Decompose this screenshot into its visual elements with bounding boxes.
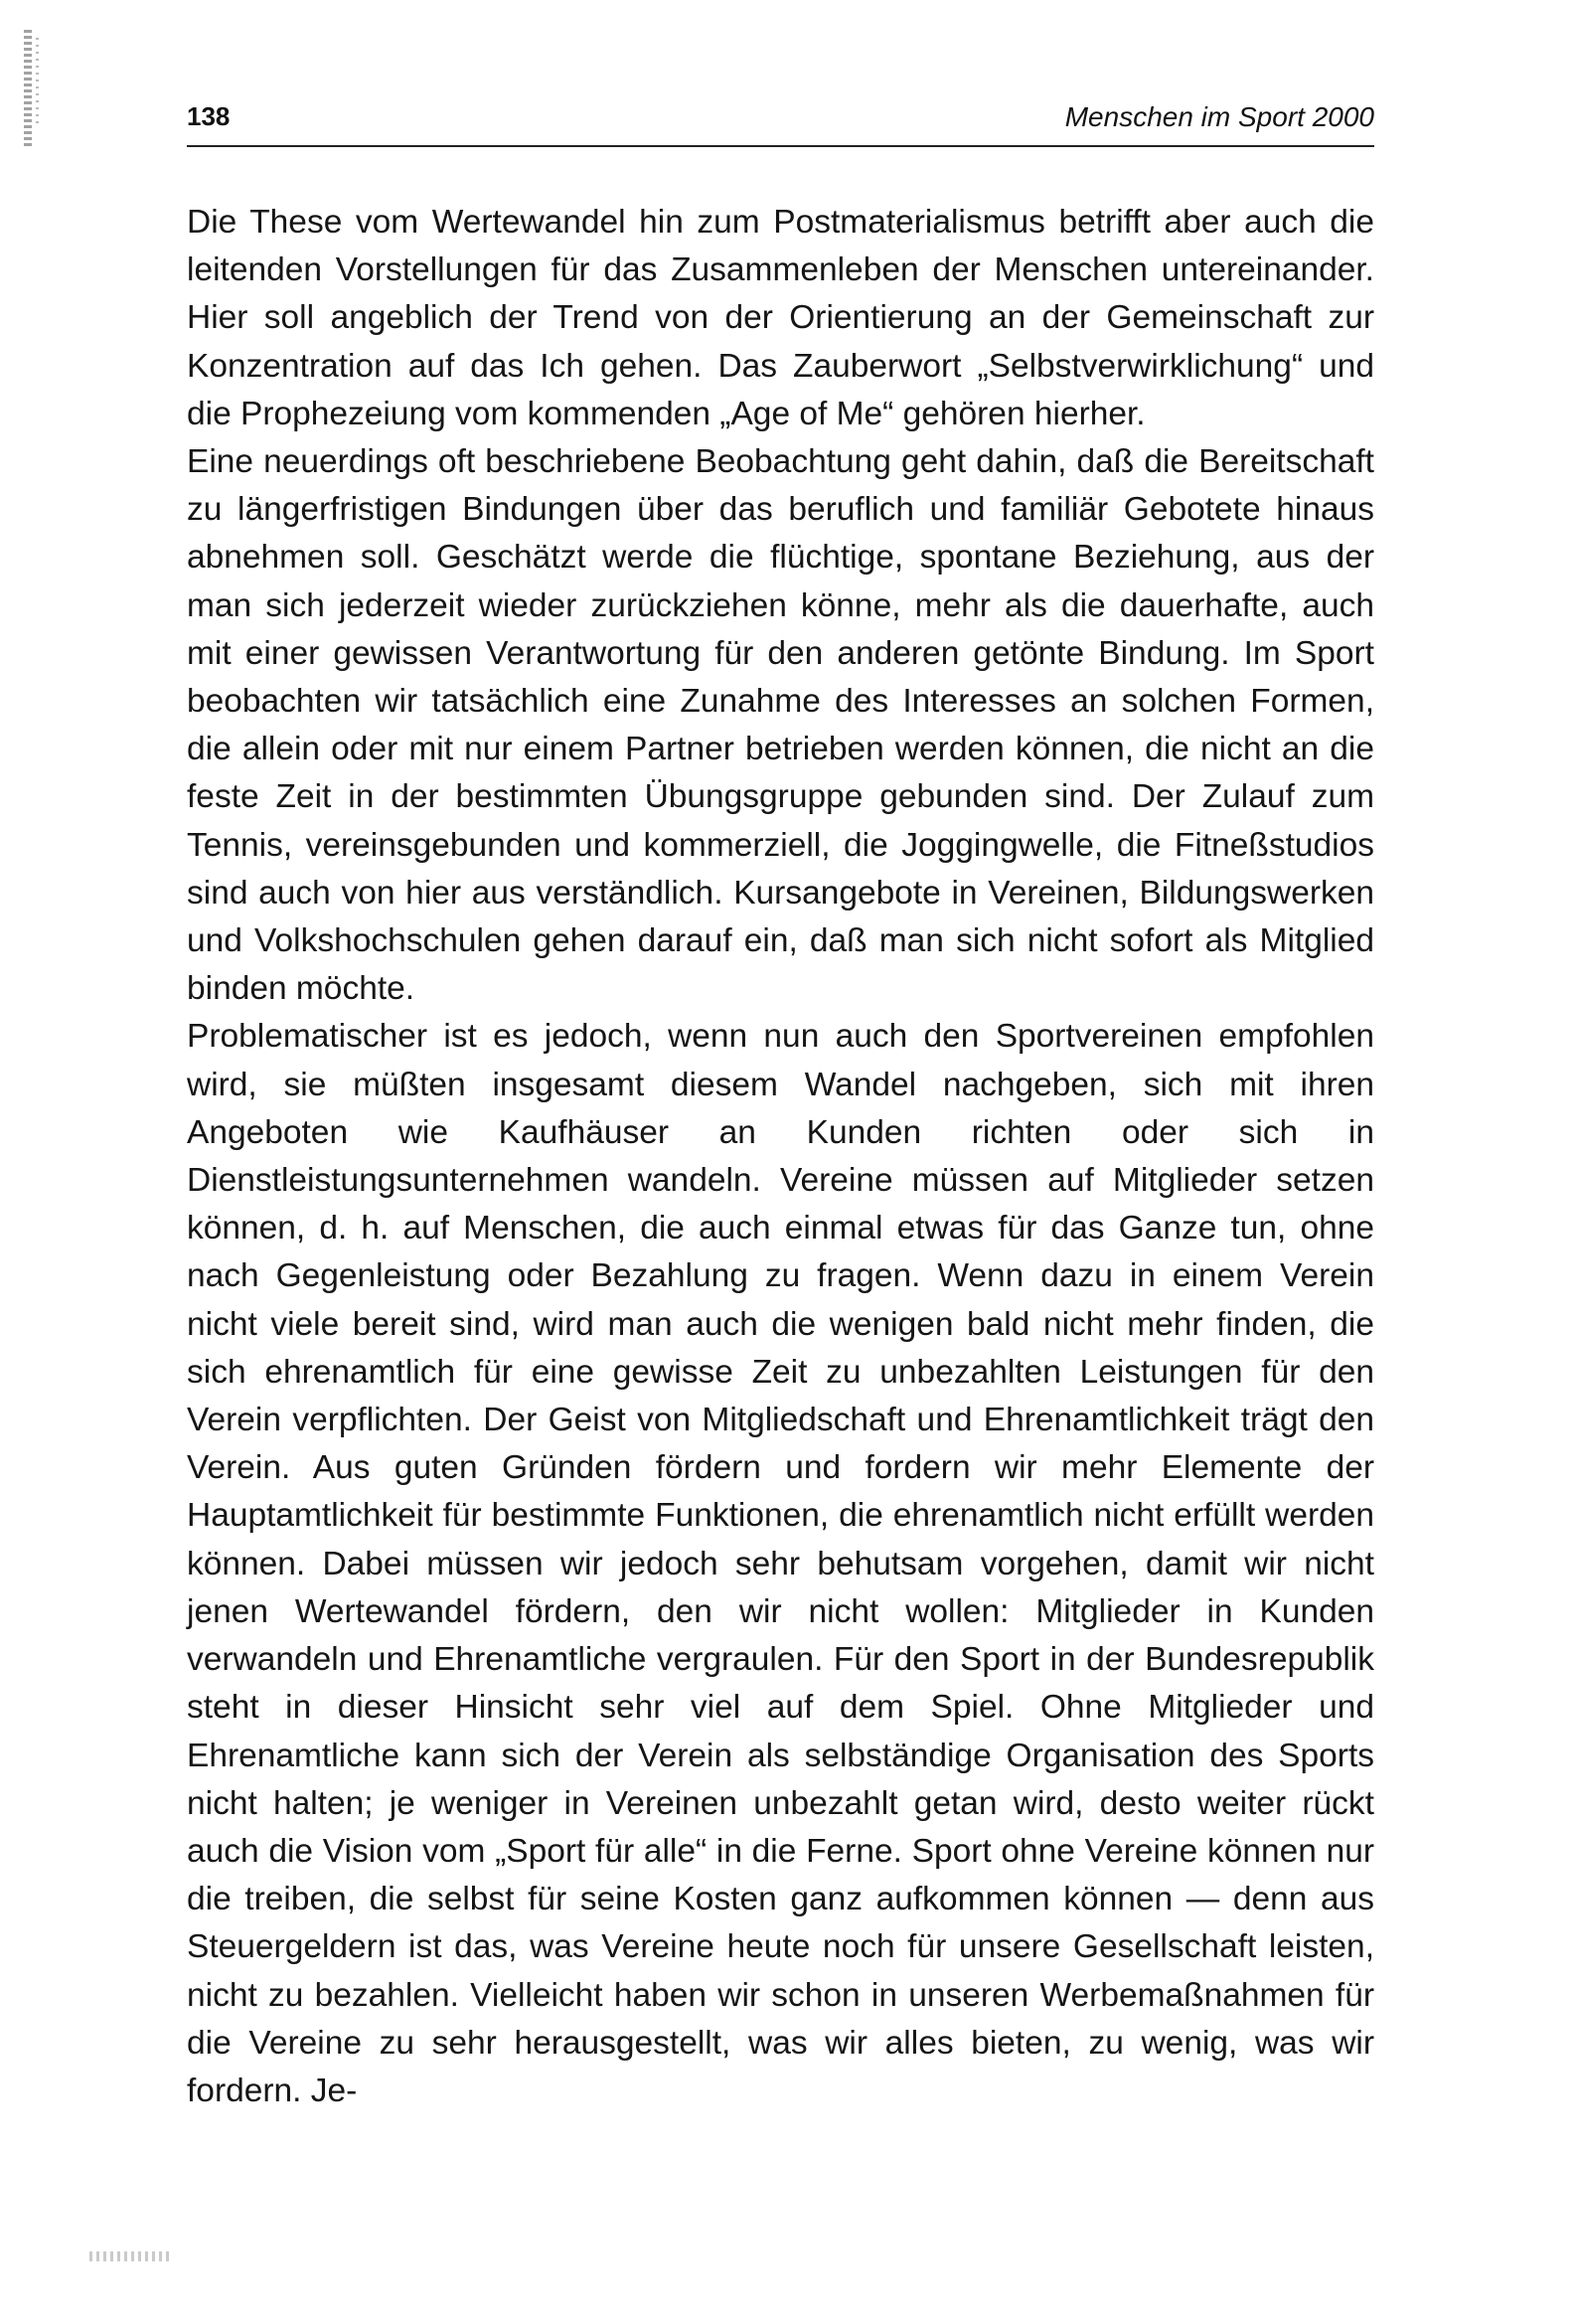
- scan-artifact: [24, 30, 32, 149]
- paragraph: Eine neuerdings oft beschriebene Beobachtung geht dahin, daß die Bereitschaft zu längerfristigen Bindungen über das beruflich und familiär Gebotete hinaus abnehmen soll. Geschätzt werde die flüchtige, spontane Beziehung, aus der man sich jederzeit wieder zurückziehen könne, mehr als die dauerhafte, auch mit einer gewissen Verantwortung für den anderen getönte Bindung. Im Sport beobachten wir tatsächlich eine Zunahme des Interesses an solchen Formen, die allein oder mit nur einem Partner betrieben werden können, die nicht an die feste Zeit in der bestimmten Übungsgruppe gebunden sind. Der Zulauf zum Tennis, vereinsgebunden und kommerziell, die Joggingwelle, die Fitneßstudios sind auch von hier aus verständlich. Kursangebote in Vereinen, Bildungswerken und Volkshochschulen gehen darauf ein, daß man sich nicht sofort als Mitglied binden möchte.: [187, 443, 1374, 1008]
- running-title: Menschen im Sport 2000: [1064, 101, 1374, 132]
- paragraph: Die These vom Wertewandel hin zum Postmaterialismus betrifft aber auch die leitenden Vorstellungen für das Zusammenleben der Menschen untereinander. Hier soll angeblich der Trend von der Orientierung an der Gemeinschaft zur Konzentration auf das Ich gehen. Das Zauberwort „Selbstverwirklichung“ und die Prophezeiung vom kommenden „Age of Me“ gehören hierher.: [187, 204, 1374, 432]
- page-header: [187, 95, 1374, 147]
- scan-artifact: [89, 2251, 169, 2261]
- body-text: [187, 199, 1374, 2115]
- paragraph: Problematischer ist es jedoch, wenn nun auch den Sportvereinen empfohlen wird, sie müßten insgesamt diesem Wandel nachgeben, sich mit ihren Angeboten wie Kaufhäuser an Kunden richten oder sich in Dienstleistungsunternehmen wandeln. Vereine müssen auf Mitglieder setzen können, d. h. auf Menschen, die auch einmal etwas für das Ganze tun, ohne nach Gegenleistung oder Bezahlung zu fragen. Wenn dazu in einem Verein nicht viele bereit sind, wird man auch die wenigen bald nicht mehr finden, die sich ehrenamtlich für eine gewisse Zeit zu unbezahlten Leistungen für den Verein verpflichten. Der Geist von Mitgliedschaft und Ehrenamtlichkeit trägt den Verein. Aus guten Gründen fördern und fordern wir mehr Elemente der Hauptamtlichkeit für bestimmte Funktionen, die ehrenamtlich nicht erfüllt werden können. Dabei müssen wir jedoch sehr behutsam vorgehen, damit wir nicht jenen Wertewandel fördern, den wir nicht wollen: Mitglieder in Kunden verwandeln und Ehrenamtliche vergraulen. Für den Sport in der Bundesrepublik steht in dieser Hinsicht sehr viel auf dem Spiel. Ohne Mitglieder und Ehrenamtliche kann sich der Verein als selbständige Organisation des Sports nicht halten; je weniger in Vereinen unbezahlt getan wird, desto weiter rückt auch die Vision vom „Sport für alle“ in die Ferne. Sport ohne Vereine können nur die treiben, die selbst für seine Kosten ganz aufkommen können — denn aus Steuergeldern ist das, was Vereine heute noch für unsere Gesellschaft leisten, nicht zu bezahlen. Vielleicht haben wir schon in unseren Werbemaßnahmen für die Vereine zu sehr herausgestellt, was wir alles bieten, zu wenig, was wir fordern. Je-: [187, 1018, 1374, 2109]
- page-number: 138: [187, 101, 231, 131]
- scan-artifact: [36, 38, 39, 127]
